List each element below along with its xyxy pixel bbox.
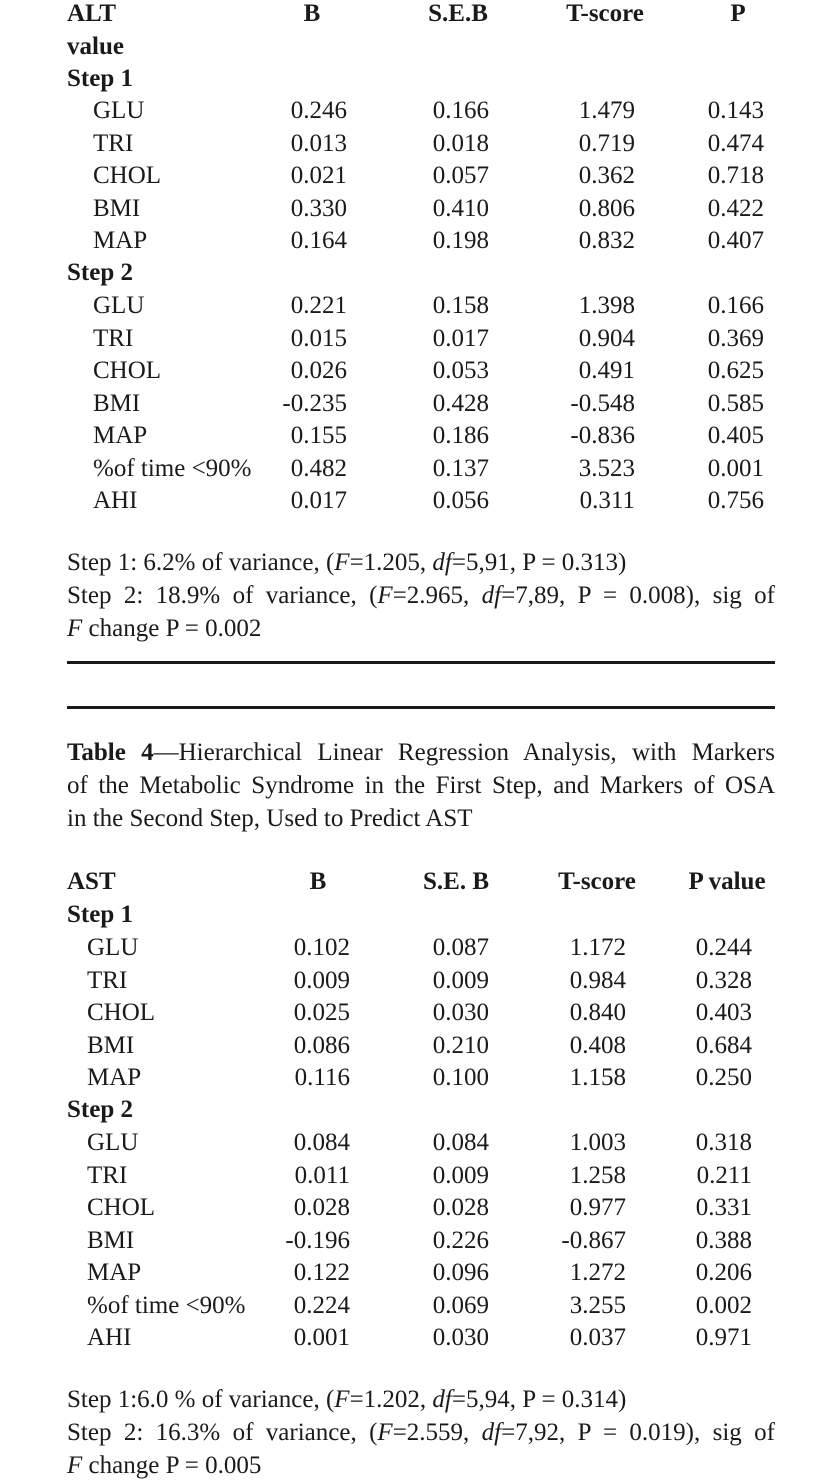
header-label-2: value: [67, 33, 124, 60]
cell-seb: 0.198: [432, 227, 489, 254]
cell-name: BMI: [93, 194, 141, 222]
cell-name: BMI: [93, 389, 141, 417]
cell-name: GLU: [87, 1129, 139, 1156]
cell-t: 1.258: [569, 1161, 626, 1189]
cell-seb: 0.009: [432, 1161, 489, 1189]
cell-seb: 0.057: [432, 162, 489, 189]
cell-p: 0.328: [695, 966, 752, 994]
cell-p: 0.585: [707, 389, 764, 417]
cell-name: BMI: [87, 1226, 135, 1254]
table-caption: [67, 736, 775, 835]
cell-name: MAP: [93, 227, 148, 254]
cell-b: 0.102: [293, 934, 350, 961]
cell-t: 1.479: [578, 97, 635, 124]
cell-t: 0.311: [579, 487, 635, 514]
cell-t: -0.867: [561, 1226, 626, 1254]
cell-name: TRI: [93, 129, 134, 157]
cell-t: 0.408: [569, 1031, 626, 1059]
cell-b: 0.224: [293, 1291, 350, 1319]
cell-name: CHOL: [93, 162, 162, 189]
cell-seb: 0.069: [432, 1291, 489, 1319]
cell-b: 0.011: [294, 1161, 350, 1189]
cell-t: 3.255: [569, 1291, 626, 1319]
cell-p: 0.143: [707, 97, 764, 124]
cell-t: 1.172: [569, 934, 626, 961]
cell-p: 0.756: [707, 487, 764, 514]
cell-p: 0.318: [695, 1129, 752, 1156]
cell-b: 0.482: [290, 454, 347, 482]
cell-seb: 0.428: [432, 389, 489, 417]
cell-t: 0.904: [578, 324, 635, 352]
header-b: B: [303, 0, 321, 27]
cell-t: 0.977: [569, 1194, 626, 1221]
cell-p: 0.684: [695, 1031, 752, 1059]
caption-line-2: of the Metabolic Syndrome in the First Step, and Markers of OSA: [67, 772, 775, 799]
header-tscore: T-score: [558, 868, 636, 895]
cell-b: 0.155: [290, 422, 347, 449]
cell-b: 0.330: [290, 194, 347, 222]
table-note: [67, 1383, 775, 1482]
cell-p: 0.474: [707, 129, 764, 157]
cell-name: AHI: [93, 487, 138, 514]
cell-t: 0.806: [578, 194, 635, 222]
cell-seb: 0.158: [432, 292, 489, 319]
cell-t: 1.272: [569, 1259, 626, 1286]
cell-seb: 0.084: [432, 1129, 489, 1156]
cell-seb: 0.030: [432, 1324, 489, 1351]
cell-b: 0.021: [290, 162, 347, 189]
cell-b: 0.013: [290, 129, 347, 157]
cell-b: 0.001: [293, 1324, 350, 1351]
cell-t: 0.832: [578, 227, 635, 254]
cell-seb: 0.226: [432, 1226, 489, 1254]
cell-name: TRI: [87, 966, 128, 994]
cell-t: 0.491: [578, 357, 635, 384]
cell-b: 0.122: [293, 1259, 350, 1286]
cell-t: 1.158: [569, 1064, 626, 1091]
cell-p: 0.206: [695, 1259, 752, 1286]
header-tscore: T-score: [566, 0, 644, 27]
cell-seb: 0.137: [432, 454, 489, 482]
cell-p: 0.625: [707, 357, 764, 384]
note-line-2: Step 2: 16.3% of variance, (F=2.559, df=7,92, P = 0.019), sig of: [67, 1419, 775, 1446]
header-seb: S.E. B: [422, 868, 489, 895]
cell-name: MAP: [93, 422, 148, 449]
cell-p: 0.405: [707, 422, 764, 449]
header-label: AST: [67, 868, 116, 895]
cell-b: 0.086: [293, 1031, 350, 1059]
cell-b: 0.028: [293, 1194, 350, 1221]
cell-p: 0.407: [707, 227, 764, 254]
table-note: [67, 546, 775, 645]
step-label: Step 1: [67, 901, 133, 928]
cell-name: AHI: [87, 1324, 132, 1351]
cell-name: GLU: [87, 934, 139, 961]
cell-seb: 0.186: [432, 422, 489, 449]
cell-b: 0.009: [293, 966, 350, 994]
header-p-value: P value: [688, 868, 766, 895]
cell-b: -0.196: [285, 1226, 350, 1254]
cell-p: 0.166: [707, 292, 764, 319]
cell-name: TRI: [87, 1161, 128, 1189]
table-bottom-rule: [67, 661, 775, 664]
cell-t: 0.984: [569, 966, 626, 994]
cell-t: 1.398: [578, 292, 635, 319]
cell-b: 0.246: [290, 97, 347, 124]
cell-seb: 0.087: [432, 934, 489, 961]
cell-seb: 0.096: [432, 1259, 489, 1286]
header-seb: S.E.B: [428, 0, 488, 27]
cell-t: -0.836: [570, 422, 635, 449]
cell-p: 0.369: [707, 324, 764, 352]
cell-t: 3.523: [578, 454, 635, 482]
cell-seb: 0.030: [432, 999, 489, 1026]
note-line-3: F change P = 0.002: [67, 615, 262, 642]
cell-seb: 0.017: [432, 324, 489, 352]
cell-name: CHOL: [87, 1194, 156, 1221]
cell-name: %of time <90%: [87, 1291, 246, 1319]
cell-p: 0.001: [707, 454, 764, 482]
cell-p: 0.331: [695, 1194, 752, 1221]
cell-t: 0.362: [578, 162, 635, 189]
cell-t: 0.719: [578, 129, 635, 157]
cell-t: -0.548: [570, 389, 635, 417]
cell-b: -0.235: [282, 389, 347, 417]
caption-line-3: in the Second Step, Used to Predict AST: [67, 805, 473, 832]
cell-p: 0.403: [695, 999, 752, 1026]
cell-seb: 0.210: [432, 1031, 489, 1059]
cell-name: CHOL: [93, 357, 162, 384]
caption-line-1: Table 4—Hierarchical Linear Regression Analysis, with Markers: [67, 739, 775, 766]
cell-seb: 0.166: [432, 97, 489, 124]
header-label: ALT: [67, 0, 117, 27]
cell-seb: 0.028: [432, 1194, 489, 1221]
cell-seb: 0.053: [432, 357, 489, 384]
cell-name: TRI: [93, 324, 134, 352]
note-line-1: Step 1: 6.2% of variance, (F=1.205, df=5,91, P = 0.313): [67, 549, 627, 576]
cell-name: MAP: [87, 1064, 142, 1091]
cell-seb: 0.056: [432, 487, 489, 514]
cell-b: 0.017: [290, 487, 347, 514]
cell-p: 0.002: [695, 1291, 752, 1319]
header-b: B: [309, 868, 327, 895]
table-top-rule: [67, 706, 775, 709]
cell-seb: 0.410: [432, 194, 489, 222]
note-line-3: F change P = 0.005: [67, 1452, 262, 1479]
cell-p: 0.244: [695, 934, 752, 961]
cell-name: CHOL: [87, 999, 156, 1026]
cell-name: MAP: [87, 1259, 142, 1286]
cell-p: 0.250: [695, 1064, 752, 1091]
cell-seb: 0.018: [432, 129, 489, 157]
note-line-2: Step 2: 18.9% of variance, (F=2.965, df=7,89, P = 0.008), sig of: [67, 582, 775, 609]
cell-b: 0.116: [294, 1064, 350, 1091]
cell-p: 0.718: [707, 162, 764, 189]
cell-p: 0.388: [695, 1226, 752, 1254]
cell-seb: 0.100: [432, 1064, 489, 1091]
cell-b: 0.164: [290, 227, 347, 254]
cell-p: 0.422: [707, 194, 764, 222]
cell-p: 0.211: [696, 1161, 752, 1189]
cell-b: 0.015: [290, 324, 347, 352]
cell-seb: 0.009: [432, 966, 489, 994]
cell-name: GLU: [93, 292, 145, 319]
note-line-1: Step 1:6.0 % of variance, (F=1.202, df=5,94, P = 0.314): [67, 1386, 627, 1413]
cell-t: 0.037: [569, 1324, 626, 1351]
cell-b: 0.026: [290, 357, 347, 384]
cell-t: 0.840: [569, 999, 626, 1026]
cell-b: 0.221: [290, 292, 347, 319]
step-label: Step 1: [67, 65, 133, 92]
cell-p: 0.971: [695, 1324, 752, 1351]
cell-name: BMI: [87, 1031, 135, 1059]
step-label: Step 2: [67, 1096, 133, 1123]
header-p: P: [730, 0, 746, 27]
cell-name: GLU: [93, 97, 145, 124]
cell-t: 1.003: [569, 1129, 626, 1156]
cell-b: 0.084: [293, 1129, 350, 1156]
cell-name: %of time <90%: [93, 454, 252, 482]
cell-b: 0.025: [293, 999, 350, 1026]
step-label: Step 2: [67, 259, 133, 286]
